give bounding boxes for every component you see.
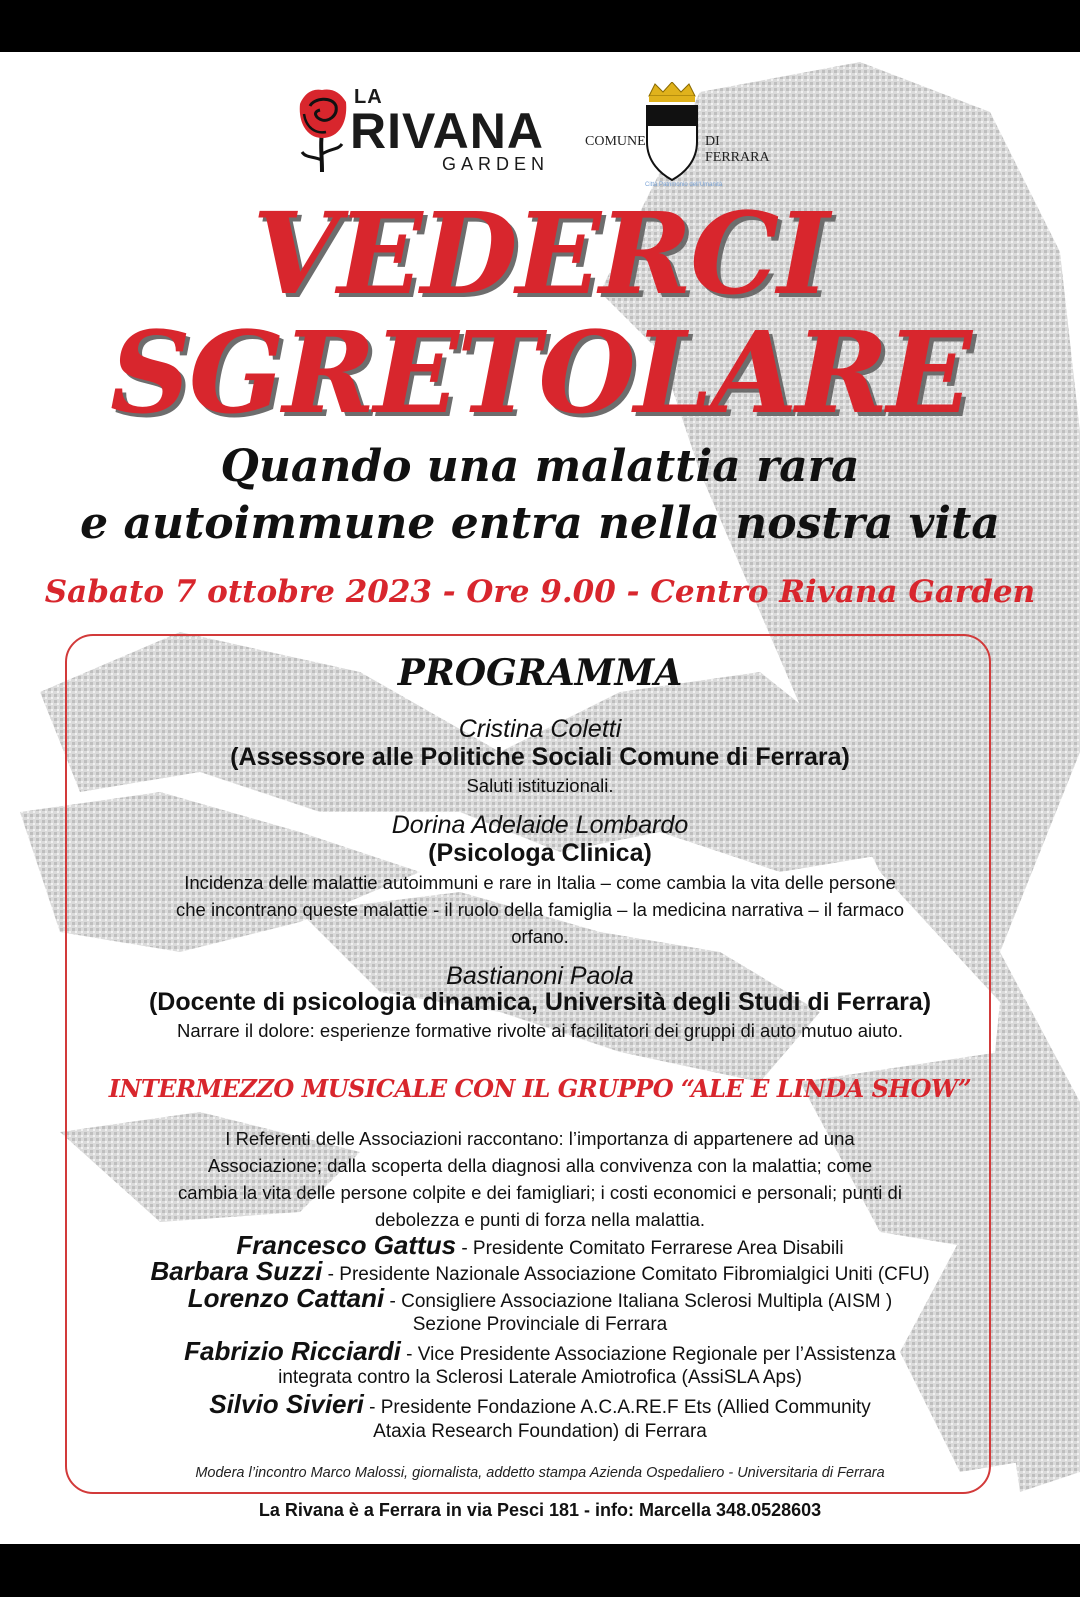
footer-info: La Rivana è a Ferrara in via Pesci 181 - info: Marcella 348.0528603: [258, 1500, 822, 1520]
speaker-name: Dorina Adelaide Lombardo: [391, 811, 689, 839]
rivana-garden-logo: [292, 84, 562, 174]
association-person-name: Fabrizio Ricciardi: [184, 1336, 401, 1366]
rivana-name-text: RIVANA: [350, 103, 544, 159]
program-heading: PROGRAMMA: [397, 652, 683, 694]
speaker-description: orfano.: [511, 926, 569, 947]
di-ferrara-text: DI FERRARA: [705, 134, 770, 165]
subtitle-line2: e autoimmune entra nella nostra vita: [80, 498, 1000, 549]
comune-subtitle: Città Patrimonio dell'Umanità: [645, 182, 723, 188]
speaker-name: Bastianoni Paola: [446, 962, 634, 990]
association-role: - Presidente Nazionale Associazione Comitato Fibromialgici Uniti (CFU): [327, 1264, 930, 1285]
associations-intro-line: cambia la vita delle persone colpite e dei famigliari; i costi economici e personali; punti di: [178, 1182, 902, 1203]
speaker-role: (Docente di psicologia dinamica, Università degli Studi di Ferrara): [148, 988, 932, 1016]
event-dateline: Sabato 7 ottobre 2023 - Ore 9.00 - Centro Rivana Garden: [44, 574, 1036, 610]
rivana-garden-text: GARDEN: [442, 154, 550, 174]
association-person-name: Francesco Gattus: [236, 1230, 457, 1260]
speaker-description: Saluti istituzionali.: [466, 775, 614, 796]
comune-ferrara-logo: [585, 82, 785, 197]
association-role-continued: Sezione Provinciale di Ferrara: [412, 1314, 668, 1335]
association-role: - Presidente Comitato Ferrarese Area Disabili: [461, 1238, 844, 1259]
speaker-description: che incontrano queste malattie - il ruolo della famiglia – la medicina narrativa – il farmaco: [175, 899, 905, 920]
association-role-continued: integrata contro la Sclerosi Laterale Amiotrofica (AssiSLA Aps): [278, 1367, 802, 1388]
comune-text: COMUNE: [585, 134, 646, 149]
speaker-description: Narrare il dolore: esperienze formative rivolte ai facilitatori dei gruppi di auto mutuo aiuto.: [177, 1020, 903, 1041]
rivana-la-text: LA: [354, 86, 383, 108]
association-entry: [0, 1283, 1080, 1314]
subtitle-line1: Quando una malattia rara: [220, 441, 860, 492]
main-title-line2: SGRETOLARE: [110, 308, 970, 439]
intermezzo-heading: INTERMEZZO MUSICALE CON IL GRUPPO “ALE E LINDA SHOW”: [108, 1074, 972, 1103]
association-person-name: Silvio Sivieri: [209, 1389, 364, 1419]
associations-intro-line: I Referenti delle Associazioni raccontano: l’importanza di appartenere ad una: [225, 1128, 855, 1149]
association-person-name: Lorenzo Cattani: [187, 1283, 385, 1313]
speaker-role: (Assessore alle Politiche Sociali Comune di Ferrara): [230, 743, 850, 771]
rose-icon: [292, 84, 354, 174]
moderator-note: Modera l’incontro Marco Malossi, giornalista, addetto stampa Azienda Ospedaliero - Universitaria di Ferrara: [195, 1465, 885, 1481]
speaker-role: (Psicologa Clinica): [428, 839, 652, 867]
association-entry: [0, 1389, 1080, 1420]
association-role: - Presidente Fondazione A.C.A.RE.F Ets (Allied Community: [369, 1397, 871, 1418]
association-role: - Consigliere Associazione Italiana Sclerosi Multipla (AISM ): [389, 1291, 893, 1312]
main-title-line1: VEDERCI: [252, 189, 828, 320]
associations-intro-line: debolezza e punti di forza nella malattia.: [374, 1209, 706, 1230]
association-person-name: Barbara Suzzi: [150, 1256, 323, 1286]
association-role: - Vice Presidente Associazione Regionale per l’Assistenza: [406, 1344, 896, 1365]
ferrara-crest-icon: [643, 82, 701, 182]
speaker-description: Incidenza delle malattie autoimmuni e rare in Italia – come cambia la vita delle persone: [184, 872, 896, 893]
event-poster: [0, 52, 1080, 1544]
speaker-name: Cristina Coletti: [458, 715, 622, 743]
associations-intro-line: Associazione; dalla scoperta della diagnosi alla convivenza con la malattia; come: [207, 1155, 873, 1176]
association-role-continued: Ataxia Research Foundation) di Ferrara: [373, 1421, 707, 1442]
association-entry: [0, 1336, 1080, 1367]
